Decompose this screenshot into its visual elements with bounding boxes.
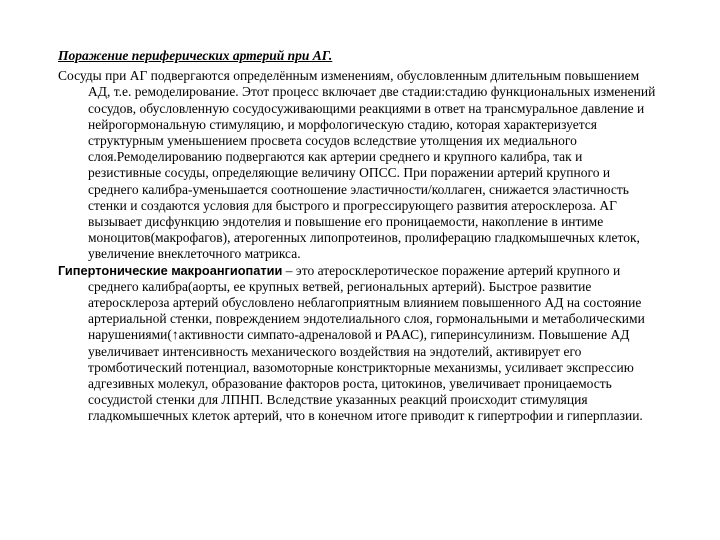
slide-content: [58, 48, 658, 425]
paragraph-remodeling: Сосуды при АГ подвергаются определённым изменениям, обусловленным длительным повышением АД, т.е. ремоделирование. Этот процесс включает две стадии:стадию функциональных изменений сосудов, обусловленную сосудосуживающими реакциями в ответ на трансмуральное давление и нейрогормональную стимуляцию, и морфологическую стадию, которая характеризуется структурным уменьшением просвета сосудов вследствие утолщения их медиального слоя.Ремоделированию подвергаются как артерии среднего и крупного калибра, так и резистивные сосуды, определяющие величину ОПСС. При поражении артерий крупного и среднего калибра-уменьшается соотношение эластичности/коллаген, снижается эластичность стенки и создаются условия для быстрого и прогрессирующего развития атеросклероза. АГ вызывает дисфункцию эндотелия и повышение его проницаемости, накопление в интиме моноцитов(макрофагов), атерогенных липопротеинов, пролиферацию гладкомышечных клеток, увеличение внеклеточного матрикса.: [58, 68, 656, 262]
term-macroangiopathy: Гипертонические макроангиопатии: [58, 262, 283, 278]
paragraph-macroangiopathy-text: – это атеросклеротическое поражение артерий крупного и среднего калибра(аорты, ее крупных ветвей, региональных артерий). Быстрое развитие атеросклероза артерий обусловлено неблагоприятным влиянием повышенного АД на состояние артериальной стенки, повреждением эндотелиального слоя, гормональными и метаболическими нарушениями(↑активности симпато-адреналовой и РААС), гиперинсулинизм. Повышение АД увеличивает интенсивность механического воздействия на эндотелий, активирует его тромботический потенциал, вазомоторные констрикторные механизмы, усиливает экспрессию адгезивных молекул, образование факторов роста, цитокинов, увеличивает проницаемость сосудистой стенки для ЛПНП. Вследствие указанных реакций происходит стимуляция гладкомышечных клеток артерий, что в конечном итоге приводит к гипертрофии и гиперплазии.: [88, 262, 645, 424]
paragraph-macroangiopathy: [58, 263, 658, 425]
section-heading: Поражение периферических артерий при АГ.: [58, 48, 333, 63]
